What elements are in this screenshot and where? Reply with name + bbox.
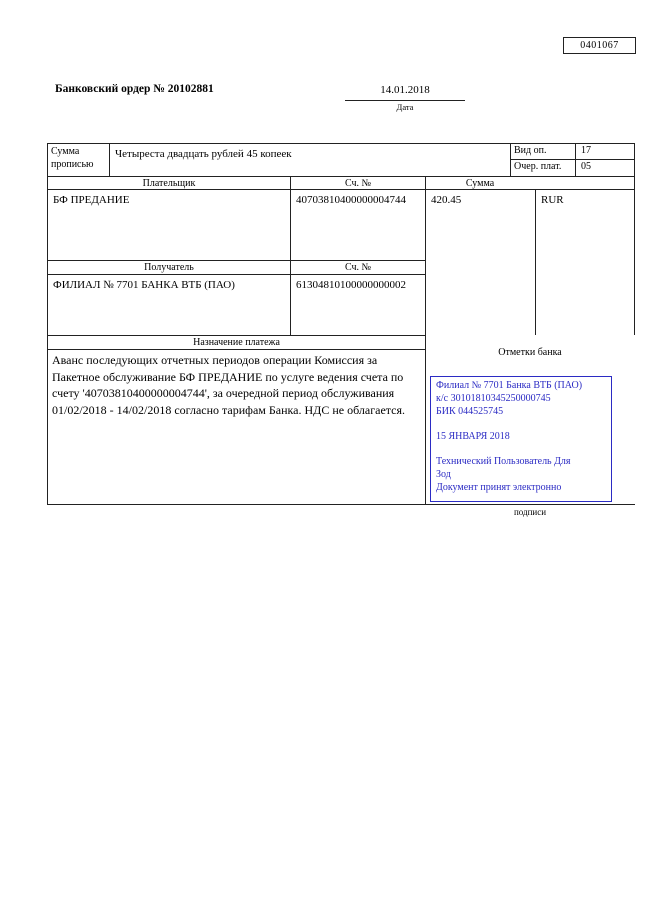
stamp-line: [436, 418, 606, 431]
op-type-label: Вид оп.: [510, 143, 575, 159]
payee-account-header: Сч. №: [290, 260, 425, 275]
stamp-line: [436, 444, 606, 457]
date-label: Дата: [396, 102, 414, 112]
stamp-line: Документ принят электронно: [436, 481, 562, 493]
payment-priority-value: 05: [575, 159, 635, 176]
signatures-divider: [425, 504, 635, 505]
form-code-box: [563, 37, 636, 54]
date-value: 14.01.2018: [380, 84, 430, 96]
stamp-line: 15 ЯНВАРЯ 2018: [436, 430, 510, 442]
payee-name: ФИЛИАЛ № 7701 БАНКА ВТБ (ПАО): [47, 275, 290, 335]
form-code: 0401067: [580, 40, 619, 51]
signatures-label: подписи: [513, 507, 547, 517]
date-underline: [345, 100, 465, 101]
payee-account: 61304810100000000002: [290, 275, 425, 335]
payment-priority-label: Очер. плат.: [510, 159, 575, 176]
stamp-line: Филиал № 7701 Банка ВТБ (ПАО): [436, 380, 583, 391]
payer-name: БФ ПРЕДАНИЕ: [47, 190, 290, 260]
stamp-line: к/с 30101810345250000745: [436, 392, 551, 404]
payer-account: 40703810400000004744: [290, 190, 425, 260]
document-title: Банковский ордер № 20102881: [55, 83, 214, 95]
amount-section-header: Сумма: [425, 176, 635, 190]
purpose-text: Аванс последующих отчетных периодов операции Комиссия за Пакетное обслуживание БФ ПРЕДАНИЕ по услуге ведения счета по счету '40703810400000004744', за очередной период обслуживания 01/02/2018 - 14/02/2018 согласно тарифам Банка. НДС не облагается.: [47, 350, 426, 505]
op-type-value: 17: [575, 143, 635, 159]
stamp-line: Зод: [436, 468, 451, 480]
stamp-line: БИК 044525745: [436, 405, 504, 417]
purpose-section-header: Назначение платежа: [47, 335, 426, 350]
stamp-line: Технический Пользователь Для: [436, 456, 571, 468]
amount-words-label: Сумма прописью: [47, 143, 109, 176]
amount-currency: RUR: [535, 190, 635, 335]
amount-value: 420.45: [425, 190, 535, 335]
payee-section-header: Получатель: [47, 260, 290, 275]
payer-section-header: Плательщик: [47, 176, 290, 190]
bank-stamp: [430, 376, 612, 502]
payer-account-header: Сч. №: [290, 176, 425, 190]
amount-words-value: Четыреста двадцать рублей 45 копеек: [109, 143, 510, 176]
bank-marks-header: Отметки банка: [498, 347, 562, 358]
